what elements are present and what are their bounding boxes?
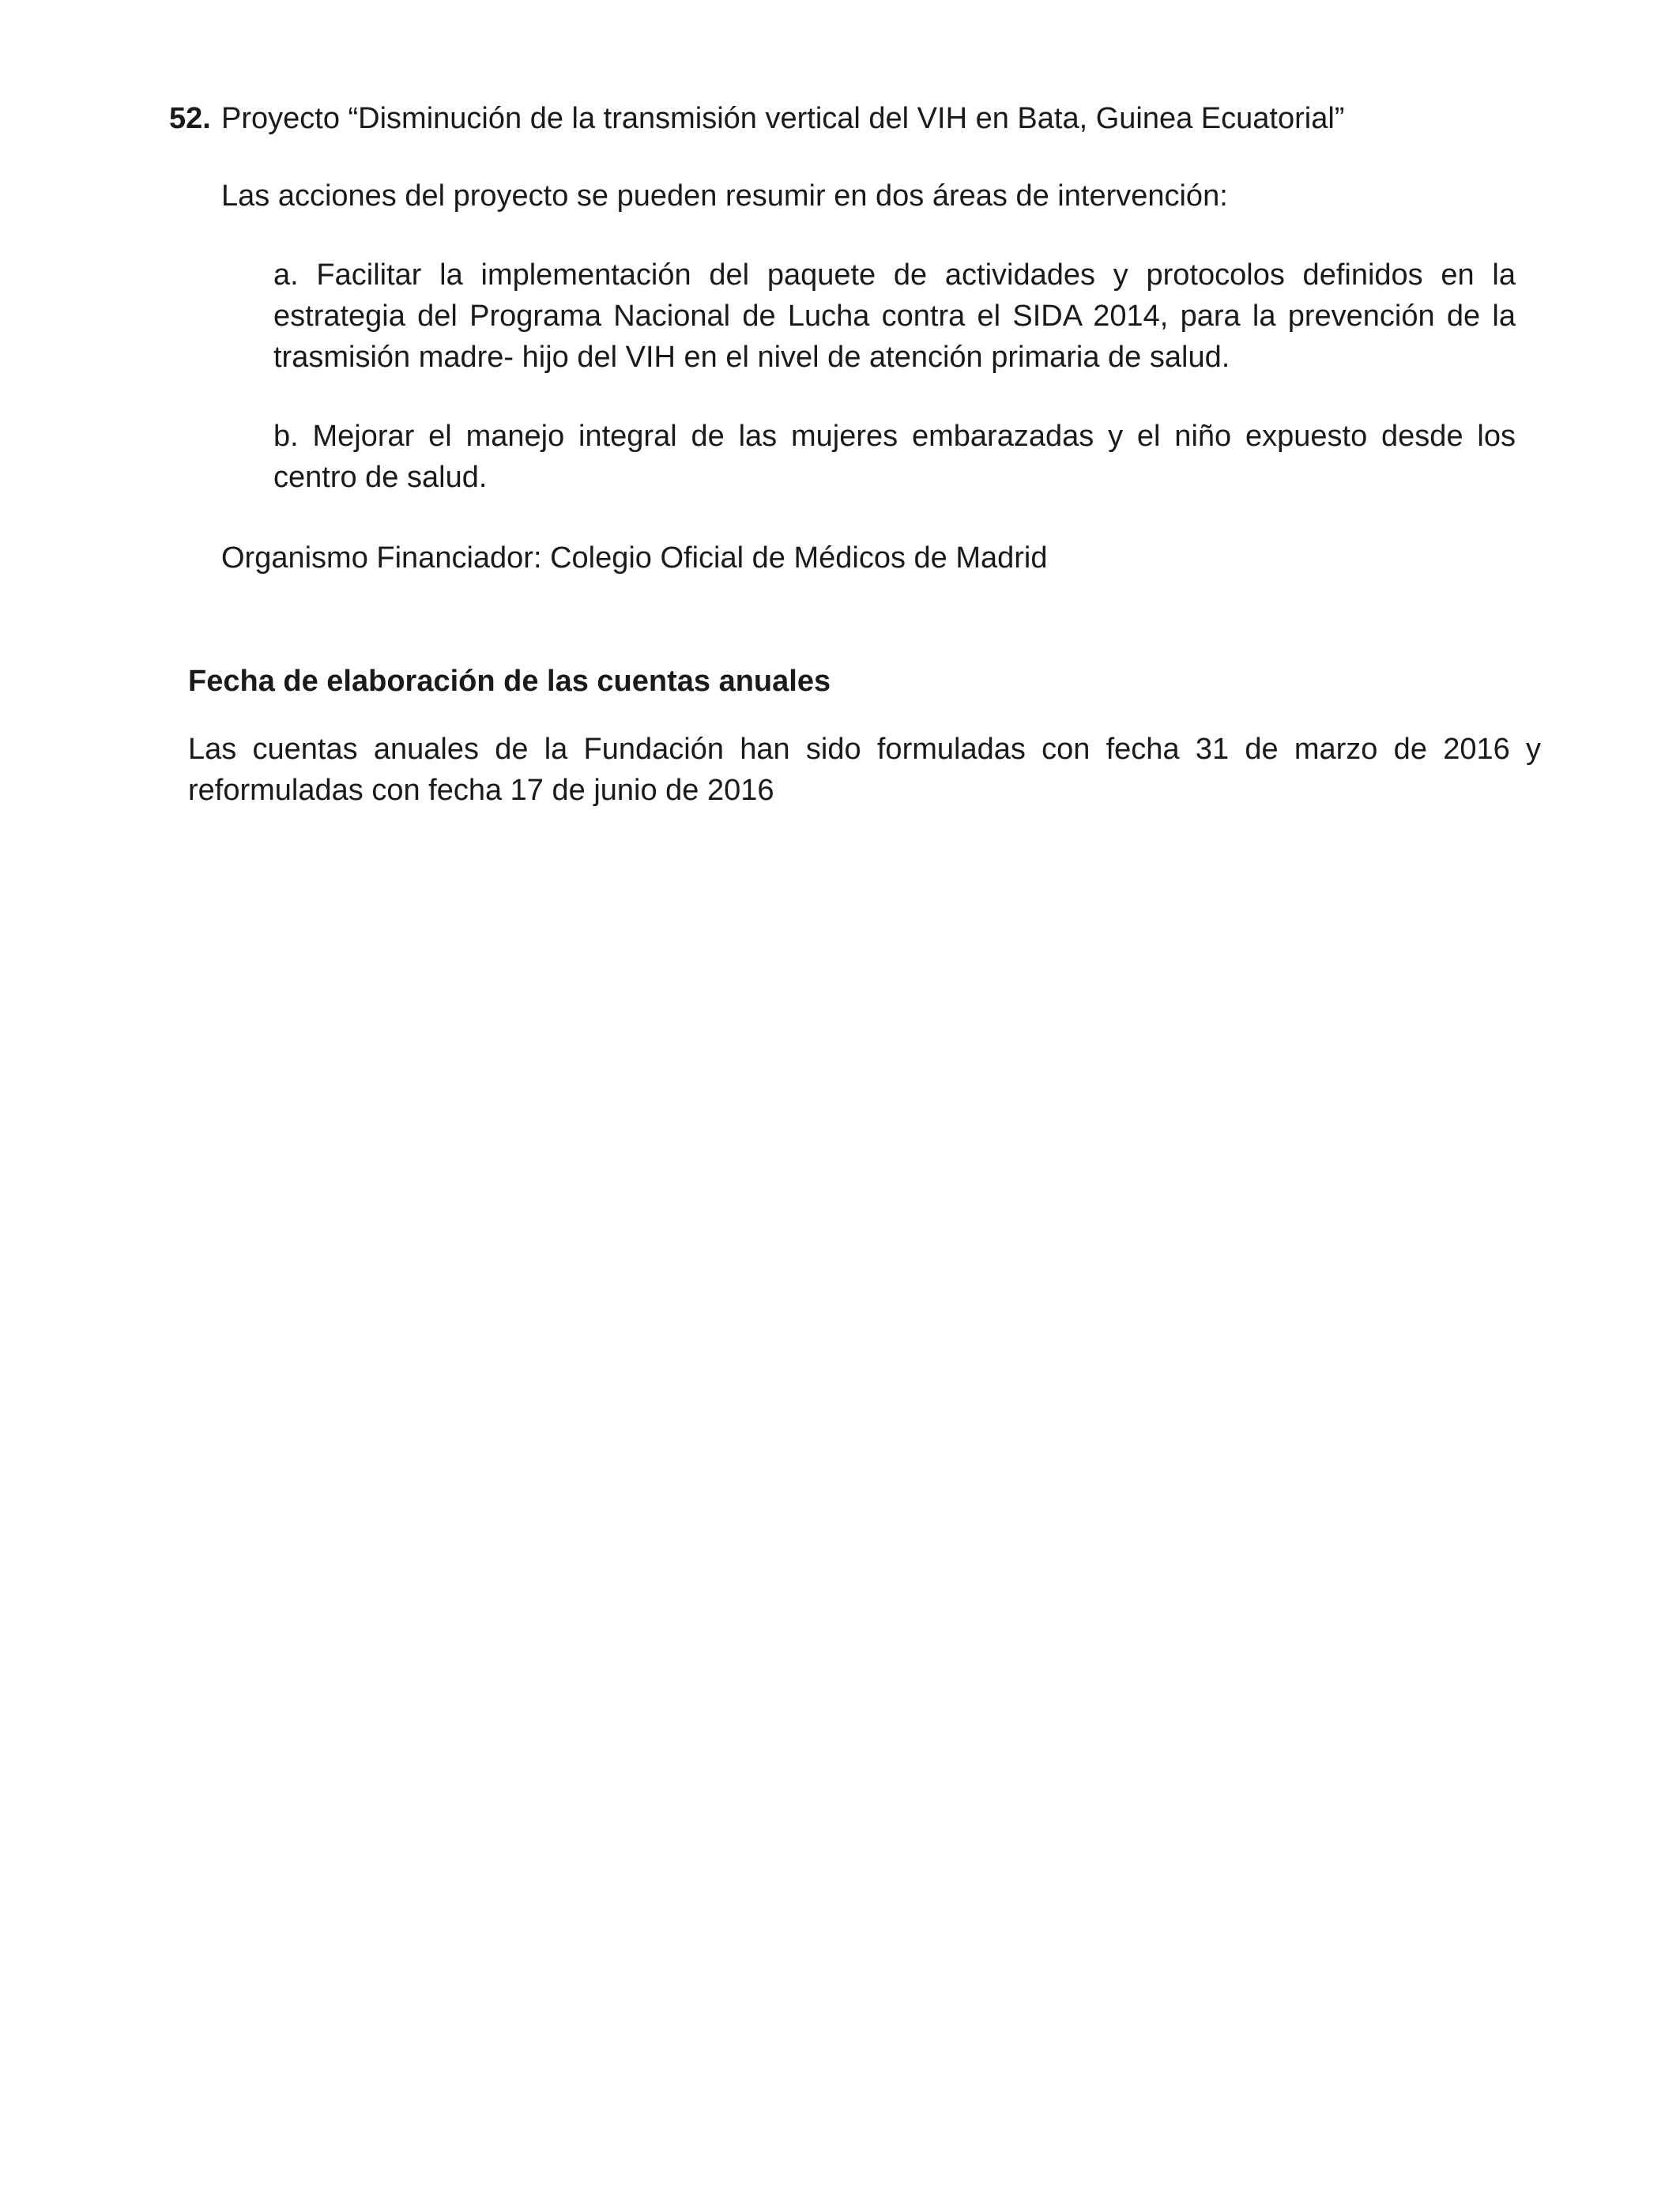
section-heading: Fecha de elaboración de las cuentas anuales [188,665,831,698]
project-heading [169,98,1512,139]
project-title: Proyecto “Disminución de la transmisión vertical del VIH en Bata, Guinea Ecuatorial” [221,102,1345,135]
section-body: Las cuentas anuales de la Fundación han sido formuladas con fecha 31 de marzo de 2016 y reformuladas con fecha 17 de junio de 2016 [188,733,1541,807]
intervention-item-a: a. Facilitar la implementación del paquete de actividades y protocolos definidos en la estrategia del Programa Nacional de Lucha contra el SIDA 2014, para la prevención de la trasmisión madre- hijo del VIH en el nivel de atención primaria de salud. [273,258,1516,374]
intervention-item-b: b. Mejorar el manejo integral de las mujeres embarazadas y el niño expuesto desde los centro de salud. [273,420,1516,494]
project-intro: Las acciones del proyecto se pueden resumir en dos áreas de intervención: [221,179,1228,213]
project-funder: Organismo Financiador: Colegio Oficial de Médicos de Madrid [221,541,1048,575]
project-number: 52. [169,102,211,135]
